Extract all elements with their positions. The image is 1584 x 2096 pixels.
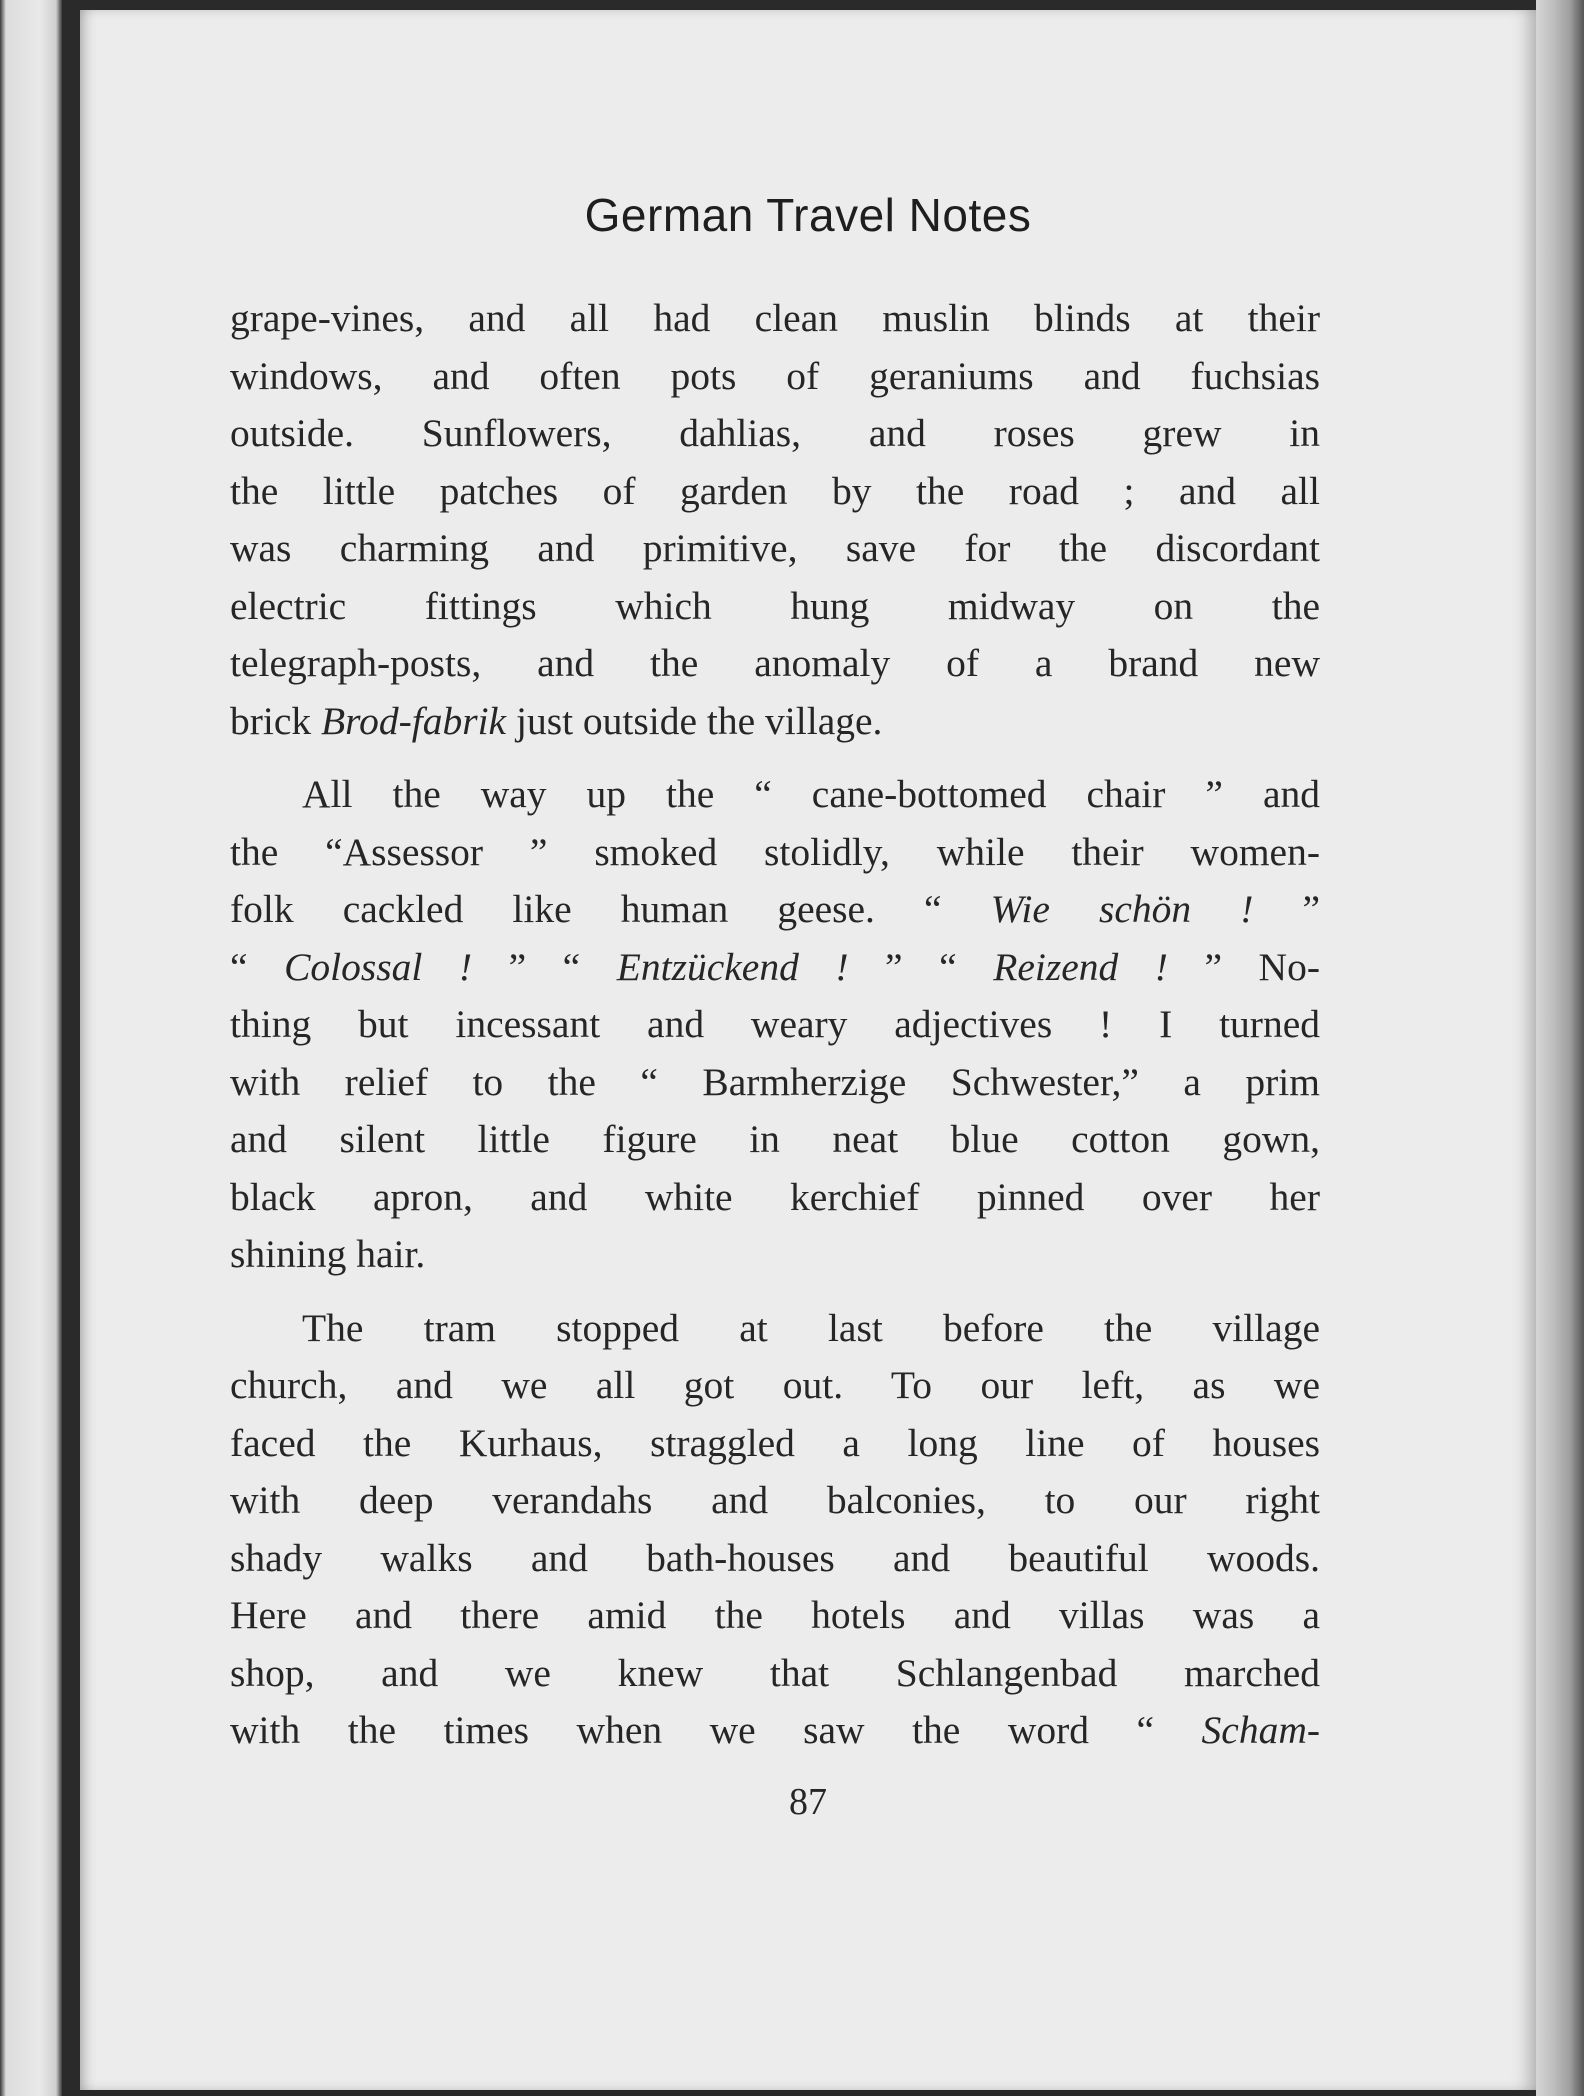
text-line: windows, and often pots of geraniums and fuchsias (230, 353, 1320, 398)
text-line: electric fittings which hung midway on the (230, 583, 1320, 628)
text-line: church, and we all got out. To our left, as we (230, 1363, 1320, 1407)
text-line: Here and there amid the hotels and villas was a (230, 1593, 1320, 1637)
text-line: telegraph-posts, and the anomaly of a brand new (230, 641, 1320, 685)
text-line: faced the Kurhaus, straggled a long line of houses (230, 1420, 1320, 1465)
text-line: the little patches of garden by the road ; and all (230, 468, 1320, 513)
text-line: shady walks and bath-houses and beautiful woods. (230, 1535, 1320, 1580)
text-line: brick Brod-fabrik just outside the village. (230, 698, 883, 743)
text-line: shop, and we knew that Schlangenbad marched (230, 1650, 1320, 1695)
running-head: German Travel Notes (584, 189, 1032, 241)
text-line: black apron, and white kerchief pinned over her (230, 1174, 1320, 1219)
page-stack-edge (1536, 0, 1584, 2096)
book-page (80, 10, 1536, 2090)
text-line: grape-vines, and all had clean muslin blinds at their (230, 296, 1320, 340)
text-line: and silent little figure in neat blue cotton gown, (230, 1117, 1320, 1161)
text-line: with the times when we saw the word “ Scham- (230, 1708, 1320, 1752)
text-line: with deep verandahs and balconies, to our right (230, 1478, 1320, 1522)
text-line: The tram stopped at last before the village (302, 1305, 1320, 1350)
page-number: 87 (789, 1781, 827, 1823)
text-line: outside. Sunflowers, dahlias, and roses grew in (230, 411, 1320, 455)
body-text (230, 290, 1320, 1760)
adjacent-page-edge (0, 0, 62, 2096)
text-line: folk cackled like human geese. “ Wie schön ! ” (230, 887, 1320, 931)
text-line: the “Assessor ” smoked stolidly, while their women- (230, 829, 1320, 874)
text-line: “ Colossal ! ” “ Entzückend ! ” “ Reizend ! ” No- (230, 944, 1320, 989)
text-line: with relief to the “ Barmherzige Schwester,” a prim (230, 1059, 1320, 1104)
text-line: shining hair. (230, 1232, 426, 1276)
text-line: thing but incessant and weary adjectives ! I turned (230, 1002, 1320, 1046)
text-line: was charming and primitive, save for the discordant (230, 526, 1320, 570)
text-line: All the way up the “ cane-bottomed chair ” and (302, 772, 1320, 816)
